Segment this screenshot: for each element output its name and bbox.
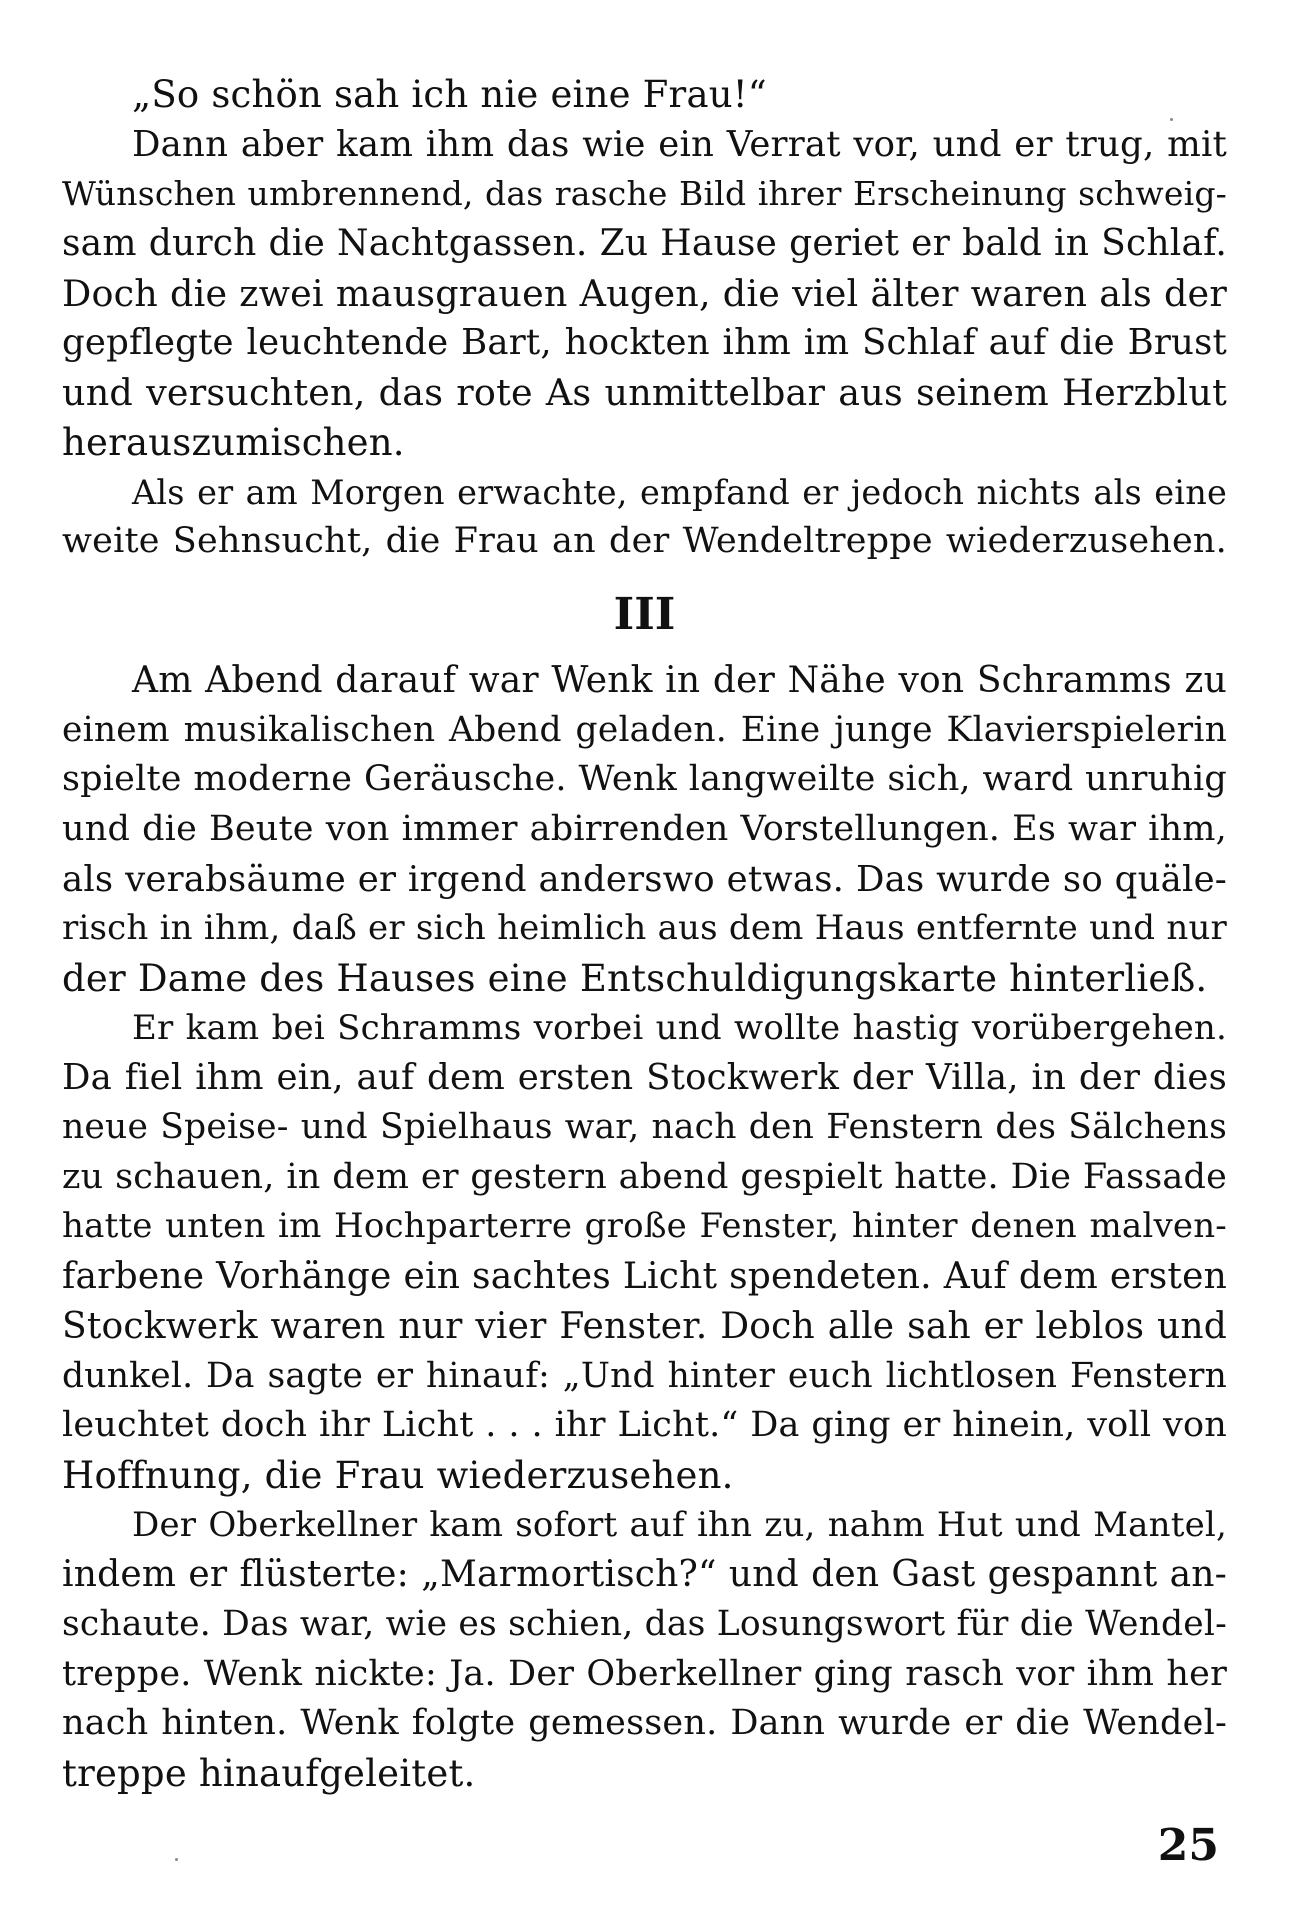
text-line: farbene Vorhänge ein sachtes Licht spendeten. Auf dem ersten [62, 1256, 1227, 1298]
text-line: Stockwerk waren nur vier Fenster. Doch alle sah er leblos und [62, 1305, 1227, 1347]
text-line: neue Speise- und Spielhaus war, nach den Fenstern des Sälchens [62, 1107, 1227, 1148]
text-line: Da fiel ihm ein, auf dem ersten Stockwerk der Villa, in der dies [62, 1057, 1227, 1099]
text-line: einem musikalischen Abend geladen. Eine junge Klavierspielerin [62, 709, 1227, 750]
text-line: Am Abend darauf war Wenk in der Nähe von Schramms zu [132, 659, 1227, 701]
text-line: risch in ihm, daß er sich heimlich aus dem Haus entfernte und nur [62, 908, 1227, 949]
page-body [62, 70, 1227, 1799]
text-line: Dann aber kam ihm das wie ein Verrat vor, und er trug, mit [132, 123, 1227, 165]
text-line: der Dame des Hauses eine Entschuldigungskarte hinterließ. [62, 957, 1208, 1000]
text-line: als verabsäume er irgend anderswo etwas. Das wurde so quäle- [62, 858, 1227, 900]
text-line: leuchtet doch ihr Licht . . . ihr Licht.“ Da ging er hinein, voll von [62, 1405, 1227, 1446]
text-line: weite Sehnsucht, die Frau an der Wendeltreppe wiederzusehen. [62, 521, 1227, 562]
paragraph [62, 120, 1227, 468]
paragraph [62, 468, 1227, 567]
text-line: nach hinten. Wenk folgte gemessen. Dann wurde er die Wendel- [62, 1703, 1227, 1744]
print-speck [1170, 118, 1173, 121]
text-line: Doch die zwei mausgrauen Augen, die viel älter waren als der [62, 271, 1227, 315]
text-line: spielte moderne Geräusche. Wenk langweilte sich, ward unruhig [62, 759, 1227, 800]
text-line: und die Beute von immer abirrenden Vorstellungen. Es war ihm, [62, 808, 1227, 849]
text-line: Hoffnung, die Frau wiederzusehen. [62, 1453, 734, 1497]
text-line: schaute. Das war, wie es schien, das Losungswort für die Wendel- [62, 1603, 1227, 1644]
text-line: herauszumischen. [62, 420, 405, 464]
paragraph [62, 656, 1227, 1004]
text-line: Der Oberkellner kam sofort auf ihn zu, nahm Hut und Mantel, [132, 1504, 1227, 1545]
text-line: Als er am Morgen erwachte, empfand er jedoch nichts als eine [132, 472, 1227, 512]
text-line: treppe. Wenk nickte: Ja. Der Oberkellner ging rasch vor ihm her [62, 1653, 1227, 1694]
text-line: treppe hinaufgeleitet. [62, 1752, 476, 1795]
text-line: Er kam bei Schramms vorbei und wollte hastig vorübergehen. [132, 1007, 1227, 1048]
text-line: dunkel. Da sagte er hinauf: „Und hinter euch lichtlosen Fenstern [62, 1355, 1227, 1396]
text-line: zu schauen, in dem er gestern abend gespielt hatte. Die Fassade [62, 1156, 1227, 1197]
text-line: hatte unten im Hochparterre große Fenster, hinter denen malven- [62, 1206, 1227, 1247]
paragraph [62, 70, 1227, 120]
text-line: und versuchten, das rote As unmittelbar aus seinem Herzblut [62, 371, 1227, 415]
print-speck [175, 1858, 178, 1861]
text-line: sam durch die Nachtgassen. Zu Hause geriet er bald in Schlaf. [62, 223, 1227, 265]
text-line: „So schön sah ich nie eine Frau!“ [132, 73, 767, 116]
page-number: 25 [1157, 1820, 1219, 1871]
text-line: indem er flüsterte: „Marmortisch?“ und den Gast gespannt an- [62, 1554, 1227, 1596]
text-line: Wünschen umbrennend, das rasche Bild ihrer Erscheinung schweig- [62, 174, 1227, 214]
section-heading: III [613, 588, 676, 640]
paragraph [62, 1501, 1227, 1799]
text-line: gepflegte leuchtende Bart, hockten ihm im Schlaf auf die Brust [62, 322, 1227, 364]
paragraph [62, 1004, 1227, 1501]
